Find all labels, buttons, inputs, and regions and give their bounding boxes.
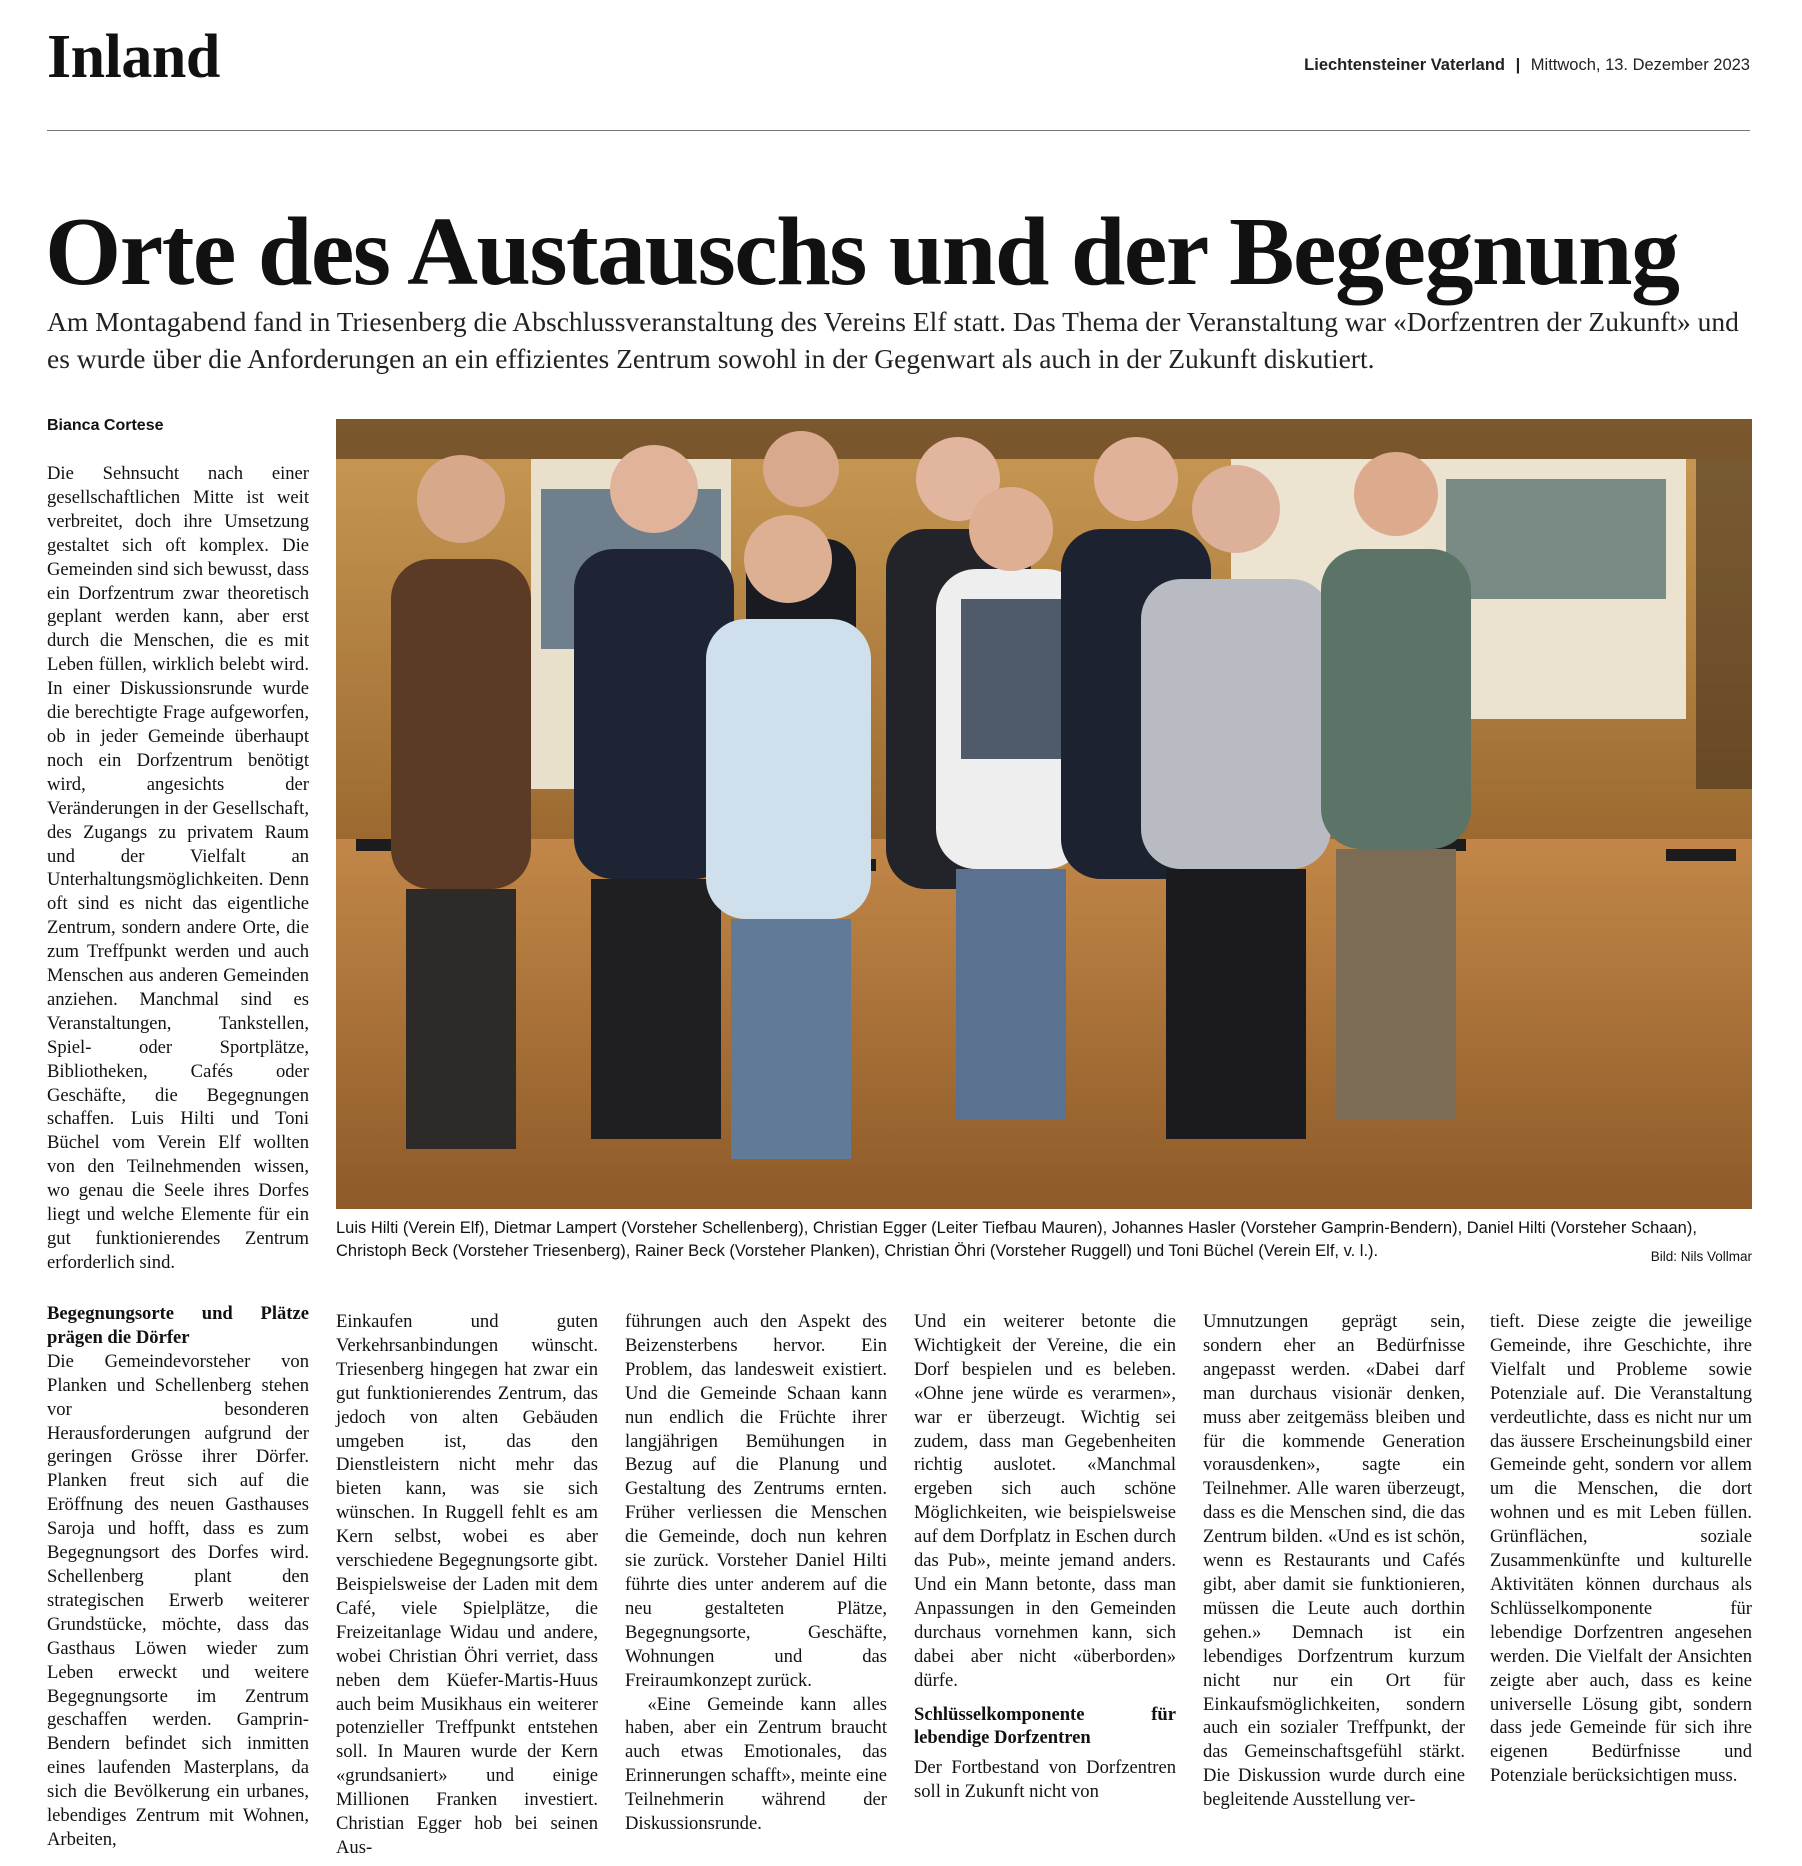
column-5-text: Umnutzungen geprägt sein, sondern eher an Bedürfnisse angepasst werden. «Dabei darf man durchaus visionär denken, muss aber zeitgemäss bleiben und für die kommende Generation vorausdenken», sagte ein Teilnehmer. Alle waren überzeugt, dass es die Menschen sind, die das Zentrum bilden. «Und es ist schön, wenn es Restaurants und Cafés gibt, aber damit sie funktionieren, müssen die Leute auch dorthin gehen.» Demnach ist ein lebendiges Dorfzentrum kurzum nicht nur ein Ort für Einkaufsmöglichkeiten, sondern auch ein sozialer Treffpunkt, der das Gemeinschaftsgefühl stärkt. Die Diskussion wurde durch eine begleitende Ausstellung ver- [1203, 1311, 1465, 1811]
subhead-1: Begegnungsorte und Plätze prägen die Dörfer [47, 1303, 309, 1348]
column-1-text: Die Gemeindevorsteher von Planken und Schellenberg stehen vor besonderen Herausforderungen aufgrund der geringen Grösse ihrer Dörfer. Planken freut sich auf die Eröffnung des neuen Gasthauses Saroja und hofft, dass es zum Begegnungsort des Dorfes wird. Schellenberg plant den strategischen Erwerb weiterer Grundstücke, möchte, dass das Gasthaus Löwen wieder zum Leben erweckt und weitere Begegnungsorte im Zentrum geschaffen werden. Gamprin-Bendern befindet sich inmitten eines laufenden Masterplans, da sich die Bevölkerung ein urbanes, lebendiges Zentrum mit Wohnen, Arbeiten, [47, 1350, 309, 1850]
column-4-text-b: Der Fortbestand von Dorfzentren soll in Zukunft nicht von [914, 1757, 1176, 1803]
photo-caption [336, 1217, 1752, 1268]
section-title: Inland [47, 23, 220, 91]
column-3-text-b: «Eine Gemeinde kann alles haben, aber ein Zentrum braucht auch etwas Emotionales, das Erinnerungen schafft», meinte eine Teilnehmerin während der Diskussionsrunde. [625, 1693, 887, 1835]
newspaper-name: Liechtensteiner Vaterland [1304, 56, 1505, 74]
photo-illustration [336, 419, 1752, 1209]
lead-paragraph: Am Montagabend fand in Triesenberg die Abschlussveranstaltung des Vereins Elf statt. Das Thema der Veranstaltung war «Dorfzentren der Zukunft» und es wurde über die Anforderungen an ein effizientes Zentrum sowohl in der Gegenwart als auch in der Zukunft diskutiert. [47, 306, 1739, 374]
column-3-text-a: führungen auch den Aspekt des Beizensterbens hervor. Ein Problem, das landesweit existiert. Und die Gemeinde Schaan kann nun endlich die Früchte ihrer langjährigen Bemühungen in Bezug auf die Planung und Gestaltung des Zentrums ernten. Früher verliessen die Menschen die Gemeinde, doch nun kehren sie zurück. Vorsteher Daniel Hilti führte dies unter anderem auf die neu gestalteten Plätze, Begegnungsorte, Geschäfte, Wohnungen und das Freiraumkonzept zurück. [625, 1311, 887, 1691]
author-byline: Bianca Cortese [47, 417, 164, 434]
column-1 [47, 1302, 309, 1852]
header-rule [47, 130, 1750, 131]
column-2 [336, 1310, 598, 1860]
column-6 [1490, 1310, 1752, 1788]
photo-credit: Bild: Nils Vollmar [1650, 1249, 1752, 1264]
column-4 [914, 1310, 1176, 1804]
headline: Orte des Austauschs und der Begegnung [45, 198, 1679, 306]
column-4-text: Und ein weiterer betonte die Wichtigkeit der Vereine, die ein Dorf bespielen und es beleben. «Ohne jene würde es verarmen», war er überzeugt. Wichtig sei zudem, dass man Gegebenheiten richtig auslotet. «Manchmal ergeben sich auch schöne Möglichkeiten, wie beispielsweise auf dem Dorfplatz in Eschen durch das Pub», meinte jemand anders. Und ein Mann betonte, dass man Anpassungen in den Gemeinden durchaus vornehmen kann, sich dabei aber nicht «überborden» dürfe. [914, 1311, 1176, 1691]
intro-column [47, 462, 309, 1275]
masthead-separator: | [1515, 56, 1521, 74]
column-6-text: tieft. Diese zeigte die jeweilige Gemeinde, ihre Geschichte, ihre Vielfalt und Probleme sowie Potenziale auf. Die Veranstaltung verdeutlichte, dass es nicht nur um das äussere Erscheinungsbild einer Gemeinde geht, sondern vor allem um die Menschen, die dort wohnen und es mit Leben füllen. Grünflächen, soziale Zusammenkünfte und kulturelle Aktivitäten können durchaus als Schlüsselkomponente für lebendige Dorfzentren angesehen werden. Die Vielfalt der Ansichten zeigte aber auch, dass es keine universelle Lösung gibt, sondern dass jede Gemeinde für sich ihre eigenen Bedürfnisse und Potenziale berücksichtigen muss. [1490, 1311, 1752, 1787]
column-3 [625, 1310, 887, 1836]
intro-paragraph: Die Sehnsucht nach einer gesellschaftlichen Mitte ist weit verbreitet, doch ihre Umsetzung gestaltet sich oft komplex. Die Gemeinden sind sich bewusst, dass ein Dorfzentrum zwar theoretisch geplant werden kann, aber erst durch die Menschen, die es mit Leben füllen, wirklich belebt wird. In einer Diskussionsrunde wurde die berechtigte Frage aufgeworfen, ob in jeder Gemeinde überhaupt noch ein Dorfzentrum benötigt wird, angesichts der Veränderungen in der Gesellschaft, des Zugangs zu privatem Raum und der Vielfalt an Unterhaltungsmöglichkeiten. Denn oft sind es nicht das eigentliche Zentrum, sondern andere Orte, die zum Treffpunkt werden und auch Menschen aus anderen Gemeinden anziehen. Manchmal sind es Veranstaltungen, Tankstellen, Spiel- oder Sportplätze, Bibliotheken, Cafés oder Geschäfte, die Begegnungen schaffen. Luis Hilti und Toni Büchel vom Verein Elf wollten von den Teilnehmenden wissen, wo genau die Seele ihres Dorfes liegt und welche Elemente für ein gut funktionierendes Zentrum erforderlich sind. [47, 463, 309, 1273]
masthead [1304, 56, 1750, 75]
group-photo [336, 419, 1752, 1209]
issue-date: Mittwoch, 13. Dezember 2023 [1530, 56, 1750, 74]
column-5 [1203, 1310, 1465, 1812]
column-2-text: Einkaufen und guten Verkehrsanbindungen wünscht. Triesenberg hingegen hat zwar ein gut funktionierendes Zentrum, das jedoch von alten Gebäuden umgeben ist, das den Dienstleistern nicht mehr das bieten kann, was sie sich wünschen. In Ruggell fehlt es am Kern selbst, wobei es aber verschiedene Begegnungsorte gibt. Beispielsweise der Laden mit dem Café, viele Spielplätze, die Freizeitanlage Widau und andere, wobei Christian Öhri verriet, dass neben dem Küefer-Martis-Huus auch beim Musikhaus ein weiterer potenzieller Treffpunkt entstehen soll. In Mauren wurde der Kern «grundsaniert» und einige Millionen Franken investiert. Christian Egger hob bei seinen Aus- [336, 1311, 598, 1858]
subhead-2: Schlüsselkomponente für lebendige Dorfzentren [914, 1703, 1176, 1749]
caption-text: Luis Hilti (Verein Elf), Dietmar Lampert (Vorsteher Schellenberg), Christian Egger (Leiter Tiefbau Mauren), Johannes Hasler (Vorsteher Gamprin-Bendern), Daniel Hilti (Vorsteher Schaan), Christoph Beck (Vorsteher Triesenberg), Rainer Beck (Vorsteher Planken), Christian Öhri (Vorsteher Ruggell) und Toni Büchel (Verein Elf, v. l.). [336, 1219, 1697, 1260]
